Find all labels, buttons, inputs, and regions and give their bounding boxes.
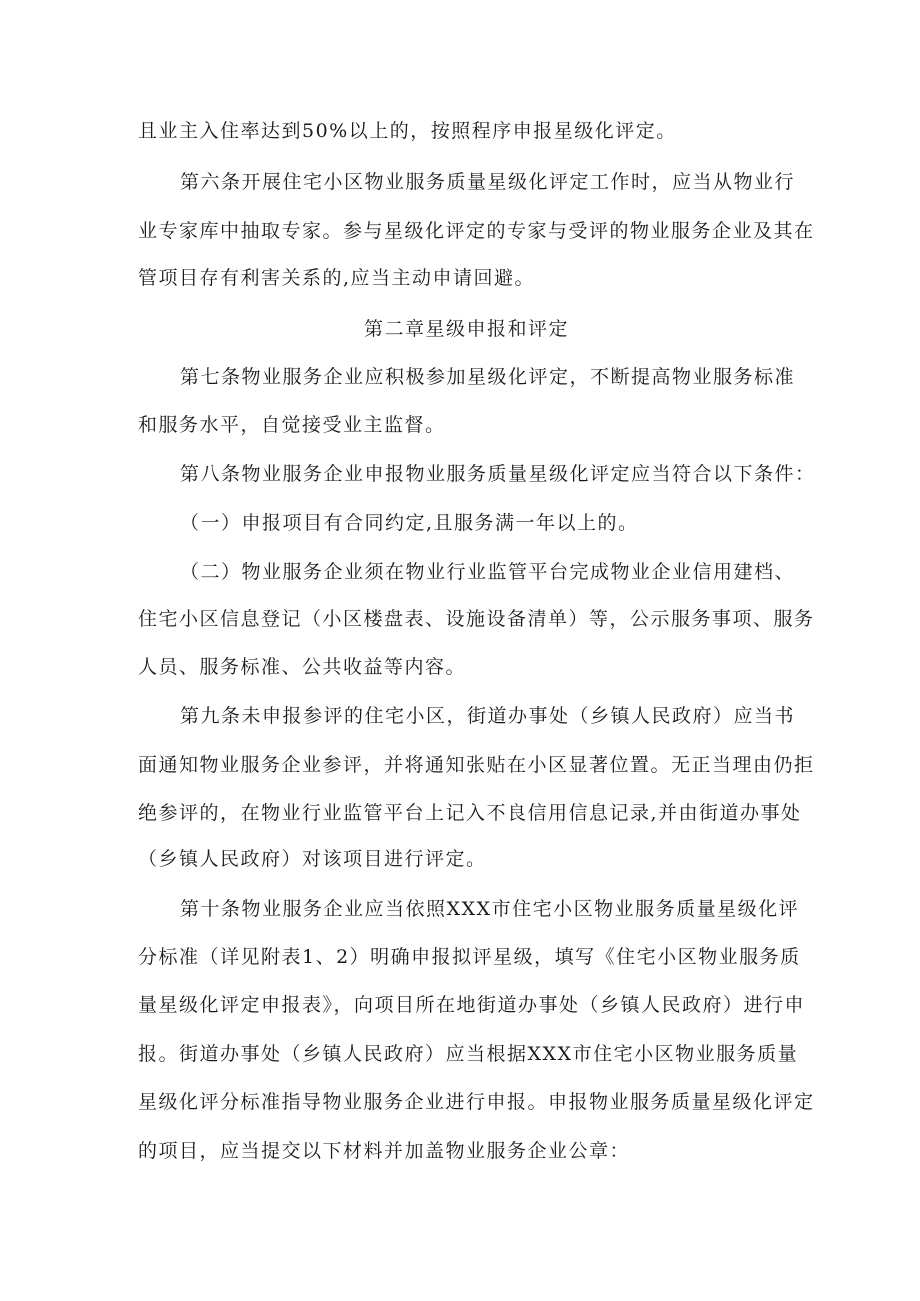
paragraph-line: 绝参评的，在物业行业监管平台上记入不良信用信息记录,并由街道办事处: [138, 802, 802, 824]
paragraph-line: 的项目，应当提交以下材料并加盖物业服务企业公章：: [138, 1140, 631, 1162]
paragraph-line: 第九条未申报参评的住宅小区，街道办事处（乡镇人民政府）应当书: [180, 705, 796, 727]
paragraph-line: （一）申报项目有合同约定,且服务满一年以上的。: [180, 512, 639, 534]
paragraph-line: 管项目存有利害关系的,应当主动申请回避。: [138, 267, 536, 289]
paragraph-line: 量星级化评定申报表》，向项目所在地街道办事处（乡镇人民政府）进行申: [138, 994, 806, 1016]
paragraph-line: 且业主入住率达到50%以上的，按照程序申报星级化评定。: [138, 120, 677, 142]
paragraph-line: 星级化评分标准指导物业服务企业进行申报。申报物业服务质量星级化评定: [138, 1091, 815, 1113]
paragraph-line: 第十条物业服务企业应当依照XXX市住宅小区物业服务质量星级化评: [180, 898, 800, 920]
paragraph-line: 业专家库中抽取专家。参与星级化评定的专家与受评的物业服务企业及其在: [138, 220, 815, 242]
paragraph-line: 人员、服务标准、公共收益等内容。: [138, 656, 467, 678]
paragraph-line: 报。街道办事处（乡镇人民政府）应当根据XXX市住宅小区物业服务质量: [138, 1043, 799, 1065]
paragraph-line: 分标准（详见附表1、2）明确申报拟评星级，填写《住宅小区物业服务质: [138, 946, 801, 968]
paragraph-line: 第六条开展住宅小区物业服务质量星级化评定工作时，应当从物业行: [180, 171, 796, 193]
paragraph-line: 面通知物业服务企业参评，并将通知张贴在小区显著位置。无正当理由仍拒: [138, 754, 815, 776]
paragraph-line: （二）物业服务企业须在物业行业监管平台完成物业企业信用建档、: [180, 561, 796, 583]
paragraph-line: 和服务水平，自觉接受业主监督。: [138, 414, 446, 436]
paragraph-line: 住宅小区信息登记（小区楼盘表、设施设备清单）等，公示服务事项、服务: [138, 608, 815, 630]
chapter-heading: 第二章星级申报和评定: [364, 318, 570, 340]
paragraph-line: （乡镇人民政府）对该项目进行评定。: [138, 848, 487, 870]
paragraph-line: 第八条物业服务企业申报物业服务质量星级化评定应当符合以下条件：: [180, 463, 816, 485]
paragraph-line: 第七条物业服务企业应积极参加星级化评定，不断提高物业服务标准: [180, 366, 796, 388]
